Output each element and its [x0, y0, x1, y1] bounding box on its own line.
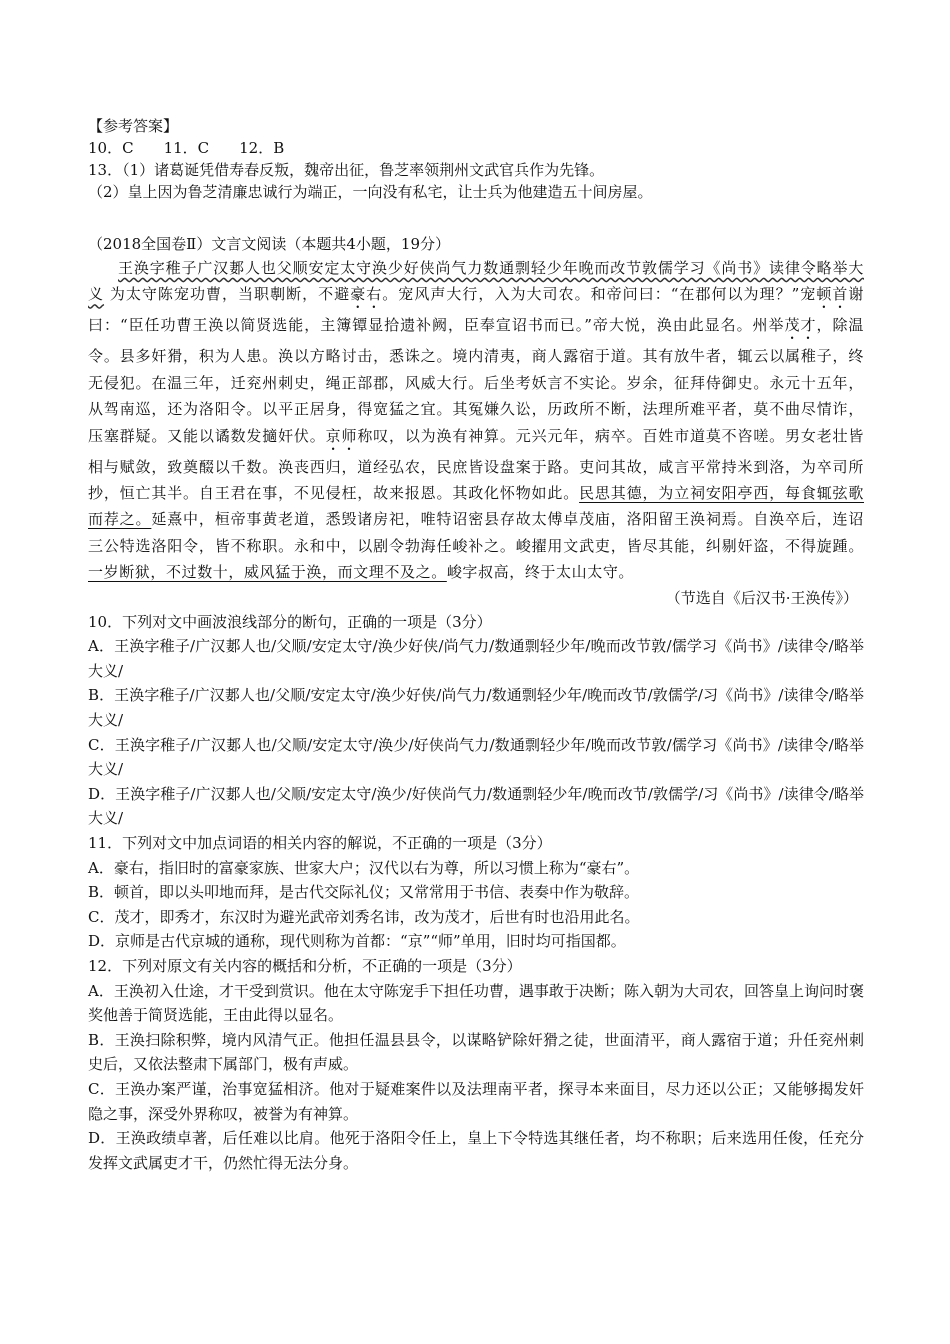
passage-text: 延熹中，桓帝事黄老道，悉毁诸房祀，唯特诏密县存故太傅卓茂庙，洛阳留王涣祠焉。自涣卒后，连诏三公特选洛阳令，皆不称职。永和中，以剧令勃海任峻补之。峻擢用文武吏，皆尽其能，纠剔奸盗，不得旋踵。	[88, 510, 864, 555]
option-b: B．王涣字稚子/广汉郪人也/父顺/安定太守/涣少好侠/尚气力/数通剽轻少年/晚而改节/敦儒学/习《尚书》/读律令/略举大义/	[88, 686, 864, 730]
passage-text: 峻字叔高，终于太山太守。	[446, 563, 635, 582]
option-c: C．茂才，即秀才，东汉时为避光武帝刘秀名讳，改为茂才，后世有时也沿用此名。	[88, 907, 640, 926]
dotted-term-jingshi: 京师	[325, 426, 358, 445]
option-c: C．王涣办案严谨，治事宽猛相济。他对于疑难案件以及法理南平者，探寻本来面目，尽力还以公正；又能够揭发奸隐之事，深受外界称叹，被誉为有神算。	[88, 1079, 864, 1123]
option-a: A．王涣字稚子/广汉郪人也/父顺/安定太守/涣少好侠/尚气力/数通剽轻少年/晚而改节敦/儒学习《尚书》/读律令/略举大义/	[88, 637, 864, 680]
underlined-sentence-1: 民思其德，为立祠安阳亭西，每食辄弦歌而荐之。	[88, 484, 864, 529]
option-b: B．王涣扫除积弊，境内风清气正。他担任温县县令，以谋略铲除奸猾之徒，世面清平，商人露宿于道；升任兖州刺史后，又依法整肃下属部门，极有声威。	[88, 1030, 864, 1074]
question-stem: 12．下列对原文有关内容的概括和分析，不正确的一项是（3分）	[88, 956, 522, 975]
question-stem: 10．下列对文中画波浪线部分的断句，正确的一项是（3分）	[88, 612, 492, 631]
passage-text: 称叹，以为涣有神算。元兴元年，病卒。百姓市道莫不咨嗟。男女老壮皆相与赋敛，致奠醊以千数。涣丧西归，道经弘农，民庶皆设盘案于路。吏问其故，咸言平常持米到洛，为卒司所抄，恒亡其半。自王君在事，不见侵枉，故来报恩。其政化怀物如此。	[88, 426, 864, 503]
exam-header: （2018全国卷Ⅱ）文言文阅读（本题共4小题，19分）	[88, 235, 451, 253]
passage-text: 。宠风声大行，入为大司农。和帝问曰：“在郡何以为理？”宠	[382, 285, 817, 304]
dotted-term-dunshou: 顿首	[816, 285, 849, 304]
passage-text: 为太守陈宠功曹，当职剸断，不避	[109, 285, 351, 304]
answer-heading: 【参考答案】	[88, 117, 179, 135]
option-a: A．豪右，指旧时的富豪家族、世家大户；汉代以右为尊，所以习惯上称为“豪右”。	[88, 858, 640, 877]
question-stem: 11．下列对文中加点词语的相关内容的解说，不正确的一项是（3分）	[88, 834, 552, 852]
question-11	[88, 831, 864, 954]
passage-text: 谢曰：“臣任功曹王涣以简贤选能，主簿镡显拾遗补阙，臣奉宣诏书而已。”帝大悦，涣由此显名。州举	[88, 285, 865, 335]
option-a: A．王涣初入仕途，才干受到赏识。他在太守陈宠手下担任功曹，遇事敢于决断；陈入朝为大司农，回答皇上询问时褒奖他善于简贤选能，王由此得以显名。	[88, 981, 864, 1025]
question-12	[88, 954, 864, 1175]
answer-choices: 10．C 11．C 12．B	[88, 139, 285, 157]
option-c: C．王涣字稚子/广汉郪人也/父顺/安定太守/涣少/好侠尚气力/数通剽轻少年/晚而改节敦/儒学习《尚书》/读律令/略举大义/	[88, 735, 864, 779]
passage-text: ，除温令。县多奸猾，积为人患。涣以方略讨击，悉诛之。境内清夷，商人露宿于道。其有放牛者，辄云以属稚子，终无侵犯。在温三年，迁兖州刺史，绳正部郡，风威大行。后坐考妖言不实论。岁余，征拜侍御史。永元十五年，从驾南巡，还为洛阳令。以平正居身，得宽猛之宜。其冤嫌久讼，历政所不断，法理所难平者，莫不曲尽情诈，压塞群疑。又能以谲数发擿奸伏。	[88, 316, 865, 445]
option-d: D．王涣政绩卓著，后任难以比肩。他死于洛阳令任上，皇上下令特选其继任者，均不称职；后来选用任俊，任充分发挥文武属吏才干，仍然忙得无法分身。	[88, 1129, 864, 1172]
option-d: D．京师是古代京城的通称，现代则称为首都：“京”“师”单用，旧时均可指国都。	[88, 932, 626, 951]
document-page	[88, 115, 864, 1175]
question-10	[88, 610, 864, 831]
dotted-term-haoyou: 豪右	[350, 285, 383, 304]
answer-q13-2: （2）皇上因为鲁芝清廉忠诚行为端正，一向没有私宅，让士兵为他建造五十间房屋。	[88, 183, 653, 201]
option-d: D．王涣字稚子/广汉郪人也/父顺/安定太守/涣少/好侠尚气力/数通剽轻少年/晚而改节/敦儒学/习《尚书》/读律令/略举大义/	[88, 784, 864, 828]
answer-q13-1: 13．（1）诸葛诞凭借寿春反叛，魏帝出征，鲁芝率领荆州文武官兵作为先锋。	[88, 161, 605, 179]
passage-source: （节选自《后汉书·王涣传》）	[665, 588, 858, 607]
option-b: B．顿首，即以头叩地而拜，是古代交际礼仪；又常常用于书信、表奏中作为敬辞。	[88, 883, 640, 902]
classical-passage	[88, 255, 864, 586]
underlined-sentence-2: 一岁断狱，不过数十，威风猛于涣，而文理不及之。	[88, 563, 447, 582]
wavy-underlined-text: 王涣字稚子广汉郪人也父顺安定太守涣少好侠尚气力数通剽轻少年晚而改节敦儒学习《尚书》读律令略举大义	[88, 259, 864, 304]
dotted-term-maocai: 茂才	[784, 316, 817, 335]
